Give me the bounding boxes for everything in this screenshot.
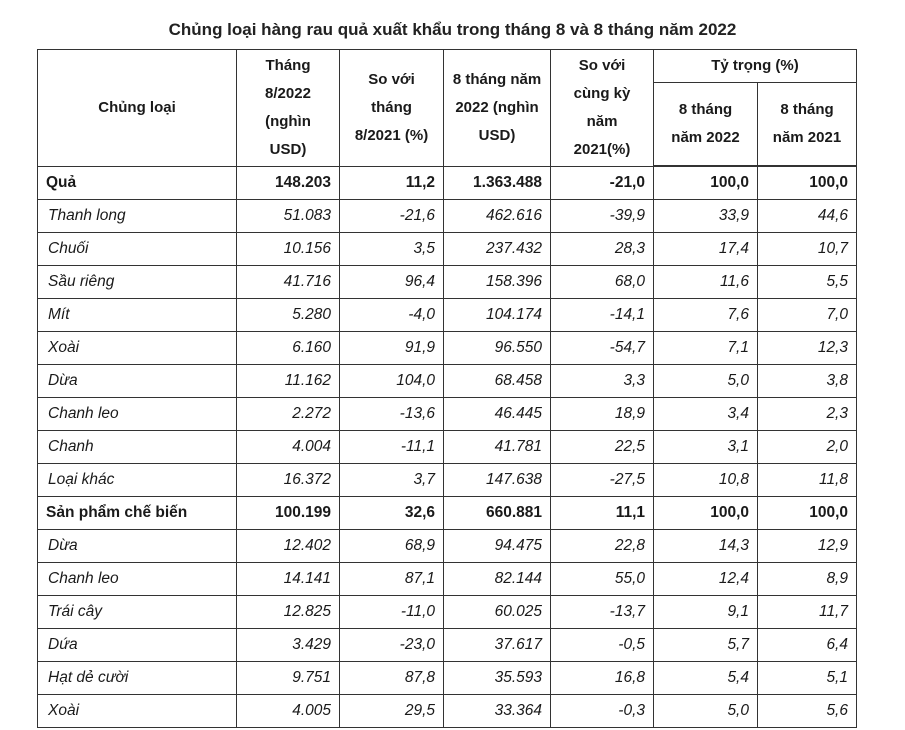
row-value-col5: 10,8 <box>654 464 758 497</box>
header-ytd-value: 8 tháng năm 2022 (nghìn USD) <box>444 50 551 167</box>
row-value-col4: 11,1 <box>551 497 654 530</box>
row-category: Thanh long <box>38 200 237 233</box>
row-value-col1: 3.429 <box>237 629 340 662</box>
table-header <box>38 50 857 167</box>
table-group-row <box>38 497 857 530</box>
header-share-2021: 8 tháng năm 2021 <box>758 83 857 167</box>
row-value-col3: 60.025 <box>444 596 551 629</box>
row-value-col6: 5,6 <box>758 695 857 728</box>
table-row <box>38 200 857 233</box>
row-value-col6: 100,0 <box>758 497 857 530</box>
row-value-col2: 32,6 <box>340 497 444 530</box>
row-category: Hạt dẻ cười <box>38 662 237 695</box>
row-value-col6: 5,1 <box>758 662 857 695</box>
row-value-col2: -11,1 <box>340 431 444 464</box>
row-value-col5: 17,4 <box>654 233 758 266</box>
row-value-col1: 2.272 <box>237 398 340 431</box>
header-ytd-change: So với cùng kỳ năm 2021(%) <box>551 50 654 167</box>
table-row <box>38 431 857 464</box>
row-value-col3: 462.616 <box>444 200 551 233</box>
row-value-col1: 10.156 <box>237 233 340 266</box>
row-value-col6: 7,0 <box>758 299 857 332</box>
row-category: Chuối <box>38 233 237 266</box>
row-value-col5: 12,4 <box>654 563 758 596</box>
table-row <box>38 299 857 332</box>
row-category: Quả <box>38 166 237 200</box>
row-value-col3: 35.593 <box>444 662 551 695</box>
table-row <box>38 266 857 299</box>
row-value-col6: 2,0 <box>758 431 857 464</box>
row-value-col5: 5,0 <box>654 365 758 398</box>
row-value-col2: -11,0 <box>340 596 444 629</box>
table-row <box>38 695 857 728</box>
row-value-col4: -39,9 <box>551 200 654 233</box>
row-value-col2: 87,8 <box>340 662 444 695</box>
export-table <box>37 49 857 728</box>
header-category: Chủng loại <box>38 50 237 167</box>
row-value-col2: 11,2 <box>340 166 444 200</box>
table-row <box>38 530 857 563</box>
row-category: Dừa <box>38 365 237 398</box>
row-value-col3: 94.475 <box>444 530 551 563</box>
row-value-col3: 158.396 <box>444 266 551 299</box>
page-title: Chủng loại hàng rau quả xuất khẩu trong tháng 8 và 8 tháng năm 2022 <box>168 20 737 39</box>
row-category: Chanh leo <box>38 563 237 596</box>
row-value-col6: 2,3 <box>758 398 857 431</box>
row-value-col1: 14.141 <box>237 563 340 596</box>
row-value-col6: 8,9 <box>758 563 857 596</box>
row-value-col1: 4.005 <box>237 695 340 728</box>
row-value-col1: 12.825 <box>237 596 340 629</box>
header-share-group: Tỷ trọng (%) <box>654 50 857 83</box>
row-value-col2: 68,9 <box>340 530 444 563</box>
row-value-col5: 33,9 <box>654 200 758 233</box>
table-row <box>38 563 857 596</box>
row-value-col5: 9,1 <box>654 596 758 629</box>
row-value-col4: 68,0 <box>551 266 654 299</box>
row-value-col1: 11.162 <box>237 365 340 398</box>
row-value-col4: 22,8 <box>551 530 654 563</box>
row-value-col4: 28,3 <box>551 233 654 266</box>
row-category: Xoài <box>38 332 237 365</box>
row-value-col1: 4.004 <box>237 431 340 464</box>
row-category: Sản phẩm chế biến <box>38 497 237 530</box>
table-row <box>38 629 857 662</box>
row-value-col1: 5.280 <box>237 299 340 332</box>
table-body <box>38 166 857 728</box>
row-category: Xoài <box>38 695 237 728</box>
row-value-col1: 16.372 <box>237 464 340 497</box>
row-value-col3: 147.638 <box>444 464 551 497</box>
row-value-col6: 5,5 <box>758 266 857 299</box>
row-value-col1: 6.160 <box>237 332 340 365</box>
row-value-col4: -27,5 <box>551 464 654 497</box>
row-value-col3: 37.617 <box>444 629 551 662</box>
row-value-col5: 11,6 <box>654 266 758 299</box>
row-value-col6: 10,7 <box>758 233 857 266</box>
row-value-col4: 16,8 <box>551 662 654 695</box>
row-value-col4: -13,7 <box>551 596 654 629</box>
row-value-col6: 3,8 <box>758 365 857 398</box>
row-value-col5: 5,7 <box>654 629 758 662</box>
row-value-col4: -14,1 <box>551 299 654 332</box>
row-value-col4: 22,5 <box>551 431 654 464</box>
row-value-col1: 148.203 <box>237 166 340 200</box>
row-value-col3: 660.881 <box>444 497 551 530</box>
row-category: Chanh leo <box>38 398 237 431</box>
row-value-col2: 104,0 <box>340 365 444 398</box>
row-value-col2: 96,4 <box>340 266 444 299</box>
row-value-col3: 96.550 <box>444 332 551 365</box>
header-share-2022: 8 tháng năm 2022 <box>654 83 758 167</box>
row-value-col3: 237.432 <box>444 233 551 266</box>
row-value-col5: 100,0 <box>654 497 758 530</box>
row-value-col4: -0,5 <box>551 629 654 662</box>
row-value-col1: 100.199 <box>237 497 340 530</box>
table-group-row <box>38 166 857 200</box>
row-value-col4: 3,3 <box>551 365 654 398</box>
row-category: Dứa <box>38 629 237 662</box>
row-value-col3: 1.363.488 <box>444 166 551 200</box>
row-value-col2: -23,0 <box>340 629 444 662</box>
table-row <box>38 398 857 431</box>
row-value-col5: 100,0 <box>654 166 758 200</box>
row-value-col3: 68.458 <box>444 365 551 398</box>
row-value-col4: -0,3 <box>551 695 654 728</box>
row-value-col5: 5,0 <box>654 695 758 728</box>
row-value-col4: -21,0 <box>551 166 654 200</box>
row-value-col1: 12.402 <box>237 530 340 563</box>
row-value-col6: 12,9 <box>758 530 857 563</box>
table-row <box>38 662 857 695</box>
row-category: Sầu riêng <box>38 266 237 299</box>
row-value-col2: -4,0 <box>340 299 444 332</box>
row-value-col4: 18,9 <box>551 398 654 431</box>
row-value-col5: 3,1 <box>654 431 758 464</box>
table-row <box>38 596 857 629</box>
row-value-col2: 87,1 <box>340 563 444 596</box>
row-value-col3: 82.144 <box>444 563 551 596</box>
row-value-col6: 12,3 <box>758 332 857 365</box>
row-value-col4: 55,0 <box>551 563 654 596</box>
row-value-col2: -13,6 <box>340 398 444 431</box>
table-row <box>38 332 857 365</box>
row-value-col2: 29,5 <box>340 695 444 728</box>
row-value-col5: 7,1 <box>654 332 758 365</box>
row-category: Loại khác <box>38 464 237 497</box>
header-month-value: Tháng 8/2022 (nghìn USD) <box>237 50 340 167</box>
row-value-col6: 6,4 <box>758 629 857 662</box>
row-category: Mít <box>38 299 237 332</box>
row-value-col2: 3,5 <box>340 233 444 266</box>
row-value-col5: 3,4 <box>654 398 758 431</box>
row-value-col1: 41.716 <box>237 266 340 299</box>
row-value-col6: 44,6 <box>758 200 857 233</box>
row-value-col1: 51.083 <box>237 200 340 233</box>
row-value-col3: 33.364 <box>444 695 551 728</box>
row-value-col5: 7,6 <box>654 299 758 332</box>
row-value-col6: 11,7 <box>758 596 857 629</box>
table-row <box>38 365 857 398</box>
row-value-col6: 100,0 <box>758 166 857 200</box>
table-row <box>38 464 857 497</box>
row-value-col2: 3,7 <box>340 464 444 497</box>
row-value-col2: 91,9 <box>340 332 444 365</box>
row-value-col3: 46.445 <box>444 398 551 431</box>
row-value-col2: -21,6 <box>340 200 444 233</box>
header-month-change: So với tháng 8/2021 (%) <box>340 50 444 167</box>
row-value-col4: -54,7 <box>551 332 654 365</box>
table-row <box>38 233 857 266</box>
row-value-col1: 9.751 <box>237 662 340 695</box>
row-category: Trái cây <box>38 596 237 629</box>
row-value-col3: 104.174 <box>444 299 551 332</box>
row-value-col6: 11,8 <box>758 464 857 497</box>
row-value-col5: 5,4 <box>654 662 758 695</box>
row-category: Chanh <box>38 431 237 464</box>
row-category: Dừa <box>38 530 237 563</box>
row-value-col5: 14,3 <box>654 530 758 563</box>
row-value-col3: 41.781 <box>444 431 551 464</box>
